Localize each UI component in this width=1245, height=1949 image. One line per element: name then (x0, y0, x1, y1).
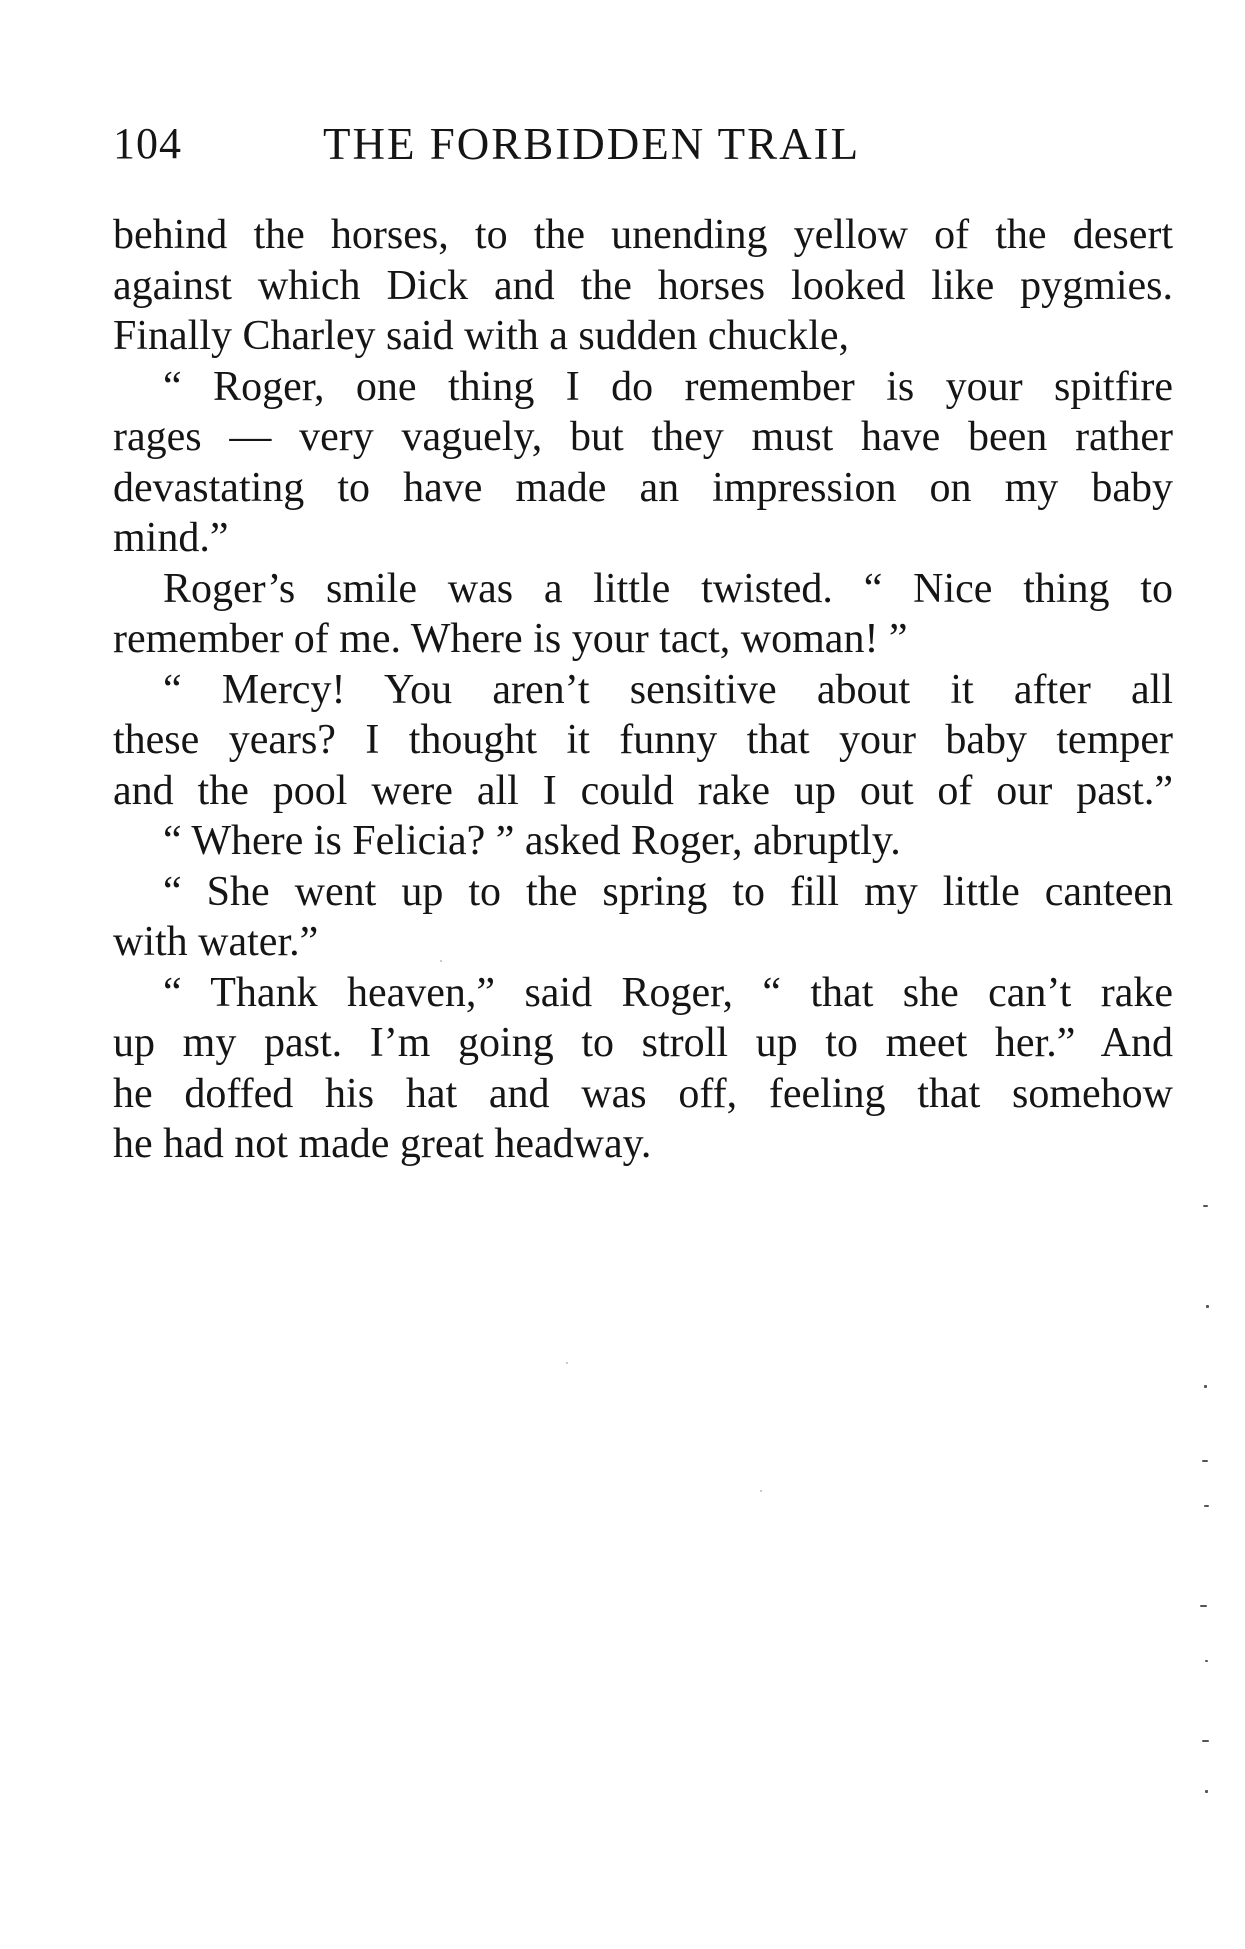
text-line: up my past. I’m going to stroll up to meet her.” And (113, 1020, 1173, 1066)
text-line: rages — very vaguely, but they must have been rather (113, 414, 1173, 460)
running-head (113, 118, 1168, 178)
text-line: Roger’s smile was a little twisted. “ Nice thing to (163, 565, 1173, 612)
body-text (113, 210, 1173, 1170)
print-speck (1204, 1385, 1207, 1388)
text-line: these years? I thought it funny that your baby temper (113, 717, 1173, 763)
print-speck (440, 960, 442, 962)
text-line: with water.” (113, 919, 319, 965)
running-title: THE FORBIDDEN TRAIL (323, 119, 861, 169)
print-speck (1203, 1205, 1208, 1207)
text-line: behind the horses, to the unending yellow of the desert (113, 212, 1173, 258)
text-line: “ She went up to the spring to fill my little canteen (163, 868, 1173, 915)
print-speck (760, 1490, 762, 1492)
text-line: “ Mercy! You aren’t sensitive about it after all (163, 666, 1173, 713)
text-line: “ Roger, one thing I do remember is your spitfire (163, 363, 1173, 410)
text-line: remember of me. Where is your tact, woman! ” (113, 616, 908, 662)
print-speck (1202, 1740, 1209, 1742)
text-line: mind.” (113, 515, 229, 561)
text-line: “ Thank heaven,” said Roger, “ that she can’t rake (163, 969, 1173, 1016)
print-speck (1205, 1790, 1208, 1793)
print-speck (1205, 1660, 1208, 1662)
text-line: against which Dick and the horses looked like pygmies. (113, 262, 1173, 309)
text-line: “ Where is Felicia? ” asked Roger, abruptly. (163, 818, 901, 864)
print-speck (1202, 1460, 1208, 1462)
print-speck (1200, 1605, 1207, 1607)
text-line: devastating to have made an impression on my baby (113, 464, 1173, 511)
print-speck (566, 1362, 568, 1364)
page-number: 104 (113, 119, 182, 168)
text-line: he had not made great headway. (113, 1121, 652, 1167)
text-line: he doffed his hat and was off, feeling that somehow (113, 1070, 1173, 1117)
text-line: Finally Charley said with a sudden chuckle, (113, 313, 850, 359)
text-line: and the pool were all I could rake up out of our past.” (113, 767, 1173, 814)
print-speck (1206, 1305, 1209, 1308)
print-speck (1204, 1505, 1209, 1507)
